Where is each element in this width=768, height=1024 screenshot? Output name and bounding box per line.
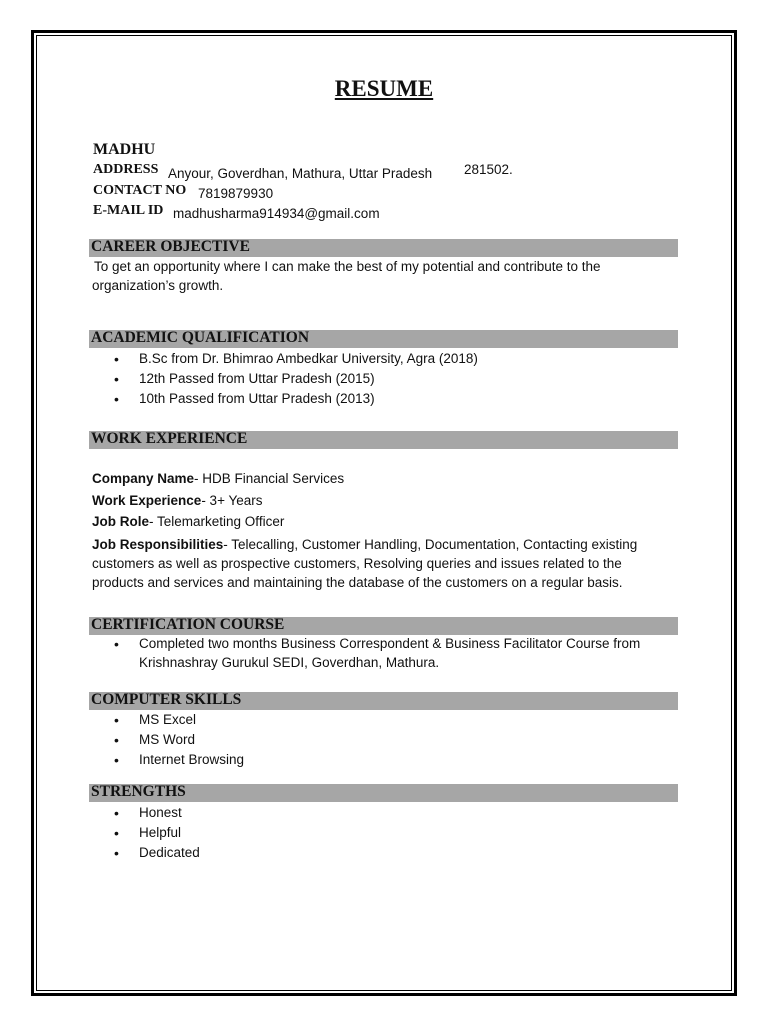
section-heading: ACADEMIC QUALIFICATION (91, 329, 310, 346)
section-career-objective (89, 239, 678, 257)
list-item (112, 634, 640, 654)
section-certification (89, 617, 678, 635)
section-computer-skills (89, 692, 678, 710)
experience-row (92, 493, 262, 508)
career-line: To get an opportunity where I can make the best of my potential and contribute to the (94, 259, 601, 274)
company-row (92, 471, 344, 486)
list-item: • Internet Browsing (112, 750, 244, 770)
section-heading: WORK EXPERIENCE (91, 430, 248, 447)
computer-skills-list (112, 710, 244, 770)
list-item: • Honest (112, 803, 200, 823)
pin-code: 281502. (464, 162, 513, 177)
list-item: • 10th Passed from Uttar Pradesh (2013) (112, 389, 478, 409)
role-label: Job Role (92, 514, 150, 529)
section-heading: COMPUTER SKILLS (91, 691, 242, 708)
career-objective-text (94, 257, 674, 295)
resume-title: RESUME (334, 76, 434, 101)
company-label: Company Name (92, 471, 195, 486)
section-strengths (89, 784, 678, 802)
responsibilities-line: customers as well as prospective customers, Resolving queries and issues related to the (92, 556, 622, 571)
career-line: organization’s growth. (92, 278, 224, 293)
list-item: • 12th Passed from Uttar Pradesh (2015) (112, 369, 478, 389)
email-value: madhusharma914934@gmail.com (173, 206, 380, 221)
section-work-experience (89, 431, 678, 449)
responsibilities-label: Job Responsibilities (92, 537, 224, 552)
role-row (92, 514, 284, 529)
company-value: - HDB Financial Services (194, 471, 345, 486)
section-heading: CAREER OBJECTIVE (91, 238, 250, 255)
academic-list (112, 349, 478, 409)
section-academic (89, 330, 678, 348)
contact-label: CONTACT NO (93, 183, 187, 198)
experience-value: - 3+ Years (201, 493, 263, 508)
list-item: • MS Word (112, 730, 244, 750)
responsibilities-text (92, 535, 672, 592)
contact-value: 7819879930 (198, 186, 274, 201)
address-label: ADDRESS (93, 162, 159, 177)
strengths-list (112, 803, 200, 863)
section-heading: STRENGTHS (91, 783, 186, 800)
list-item: • Dedicated (112, 843, 200, 863)
responsibilities-line: products and services and maintaining the database of the customers on a regular basis. (92, 575, 623, 590)
address-value: Anyour, Goverdhan, Mathura, Uttar Pradesh (168, 166, 433, 181)
certification-list (112, 634, 640, 654)
applicant-name: MADHU (93, 141, 156, 158)
certification-line-2: Krishnashray Gurukul SEDI, Goverdhan, Mathura. (139, 655, 440, 670)
experience-label: Work Experience (92, 493, 202, 508)
certification-line: Completed two months Business Correspondent & Business Facilitator Course from (139, 636, 641, 651)
responsibilities-line: - Telecalling, Customer Handling, Documentation, Contacting existing (223, 537, 638, 552)
role-value: - Telemarketing Officer (149, 514, 285, 529)
list-item: • B.Sc from Dr. Bhimrao Ambedkar University, Agra (2018) (112, 349, 478, 369)
section-heading: CERTIFICATION COURSE (91, 616, 285, 633)
list-item: • MS Excel (112, 710, 244, 730)
list-item: • Helpful (112, 823, 200, 843)
email-label: E-MAIL ID (93, 203, 164, 218)
